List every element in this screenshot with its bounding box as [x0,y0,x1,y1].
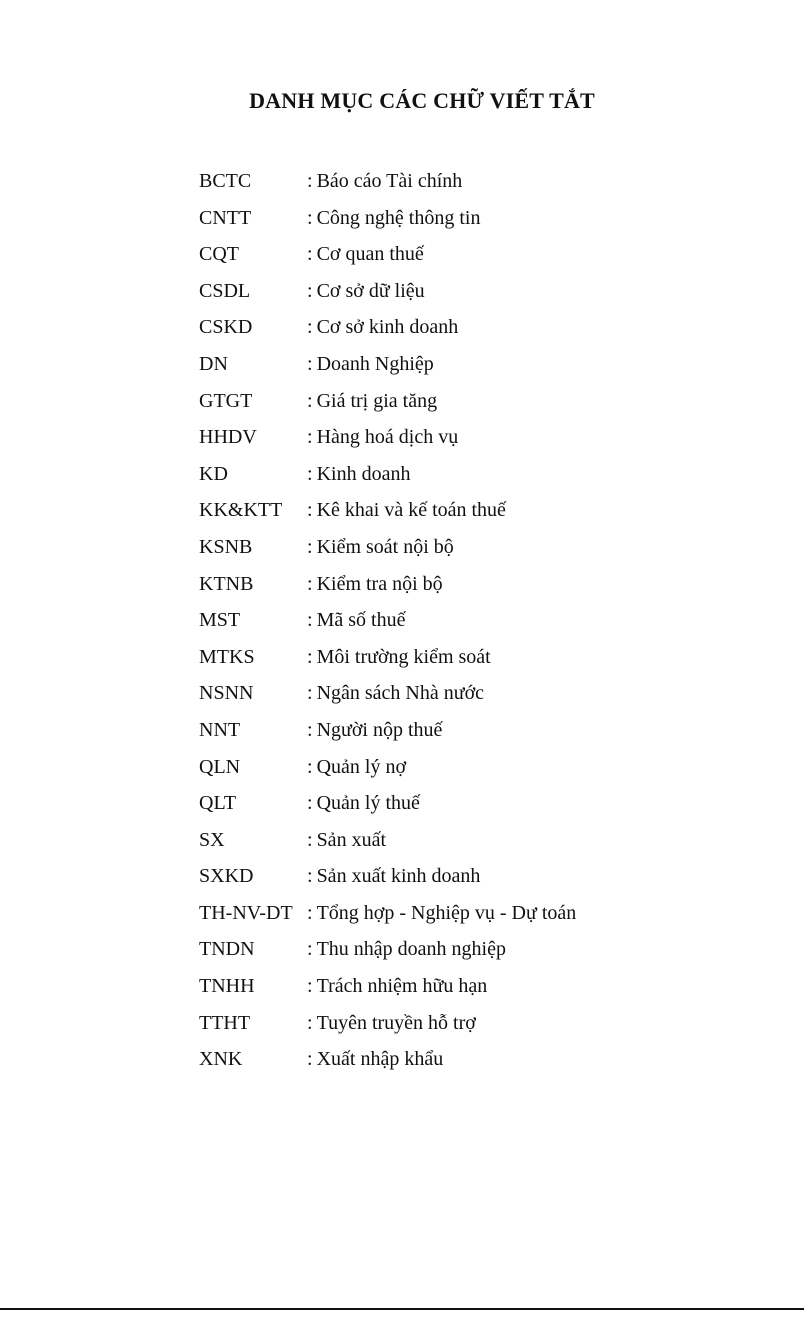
list-item [199,533,719,570]
list-item [199,826,719,863]
abbreviation-meaning: Thu nhập doanh nghiệp [316,938,506,961]
abbreviation-term: CSDL [199,279,251,302]
abbreviation-meaning: Cơ sở dữ liệu [316,279,425,302]
separator-colon: : [307,462,313,485]
list-item [199,313,719,350]
abbreviation-meaning: Tổng hợp - Nghiệp vụ - Dự toán [316,901,577,924]
list-item [199,789,719,826]
abbreviation-meaning: Người nộp thuế [316,718,443,741]
separator-colon: : [307,170,313,192]
separator-colon: : [307,206,313,229]
abbreviation-term: QLT [199,792,237,815]
list-item [199,167,719,204]
list-item [199,570,719,607]
separator-colon: : [307,499,313,522]
abbreviation-meaning: Doanh Nghiệp [316,352,434,375]
abbreviation-meaning: Hàng hoá dịch vụ [316,426,459,449]
separator-colon: : [307,975,313,998]
abbreviation-meaning: Cơ sở kinh doanh [316,316,459,339]
list-item [199,1045,719,1082]
abbreviation-term: KK&KTT [199,499,283,522]
abbreviation-term: GTGT [199,389,253,412]
abbreviation-meaning: Kinh doanh [316,462,411,485]
separator-colon: : [307,316,313,339]
abbreviation-term: HHDV [199,426,257,449]
abbreviation-term: MST [199,609,241,632]
separator-colon: : [307,682,313,705]
list-item [199,496,719,533]
abbreviation-meaning: Công nghệ thông tin [316,206,481,229]
separator-colon: : [307,718,313,741]
abbreviation-meaning: Xuất nhập khẩu [316,1048,444,1071]
list-item [199,350,719,387]
abbreviation-term: QLN [199,755,241,778]
separator-colon: : [307,645,313,668]
abbreviation-meaning: Ngân sách Nhà nước [316,682,485,705]
abbreviation-term: KD [199,462,228,485]
abbreviation-meaning: Quản lý nợ [316,755,407,778]
separator-colon: : [307,352,313,375]
list-item [199,277,719,314]
abbreviation-term: CNTT [199,206,252,229]
abbreviation-term: SXKD [199,865,254,888]
abbreviation-meaning: Giá trị gia tăng [316,389,438,412]
abbreviation-meaning: Mã số thuế [316,609,406,632]
separator-colon: : [307,572,313,595]
abbreviation-meaning: Kiểm tra nội bộ [316,572,443,595]
abbreviation-term: DN [199,352,228,375]
abbreviation-meaning: Sản xuất kinh doanh [316,865,481,888]
abbreviation-term: CSKD [199,316,253,339]
page-bottom-border [0,1308,804,1310]
abbreviation-term: TNHH [199,975,255,998]
list-item [199,753,719,790]
separator-colon: : [307,938,313,961]
abbreviation-term: TH-NV-DT [199,901,293,924]
abbreviation-meaning: Quản lý thuế [316,792,420,815]
abbreviation-meaning: Cơ quan thuế [316,243,424,266]
abbreviation-list [199,167,719,1082]
abbreviation-meaning: Tuyên truyền hỗ trợ [316,1011,476,1034]
list-item [199,387,719,424]
separator-colon: : [307,792,313,815]
abbreviation-term: CQT [199,243,239,266]
abbreviation-term: NSNN [199,682,254,705]
separator-colon: : [307,1048,313,1071]
list-item [199,679,719,716]
separator-colon: : [307,389,313,412]
list-item [199,972,719,1009]
separator-colon: : [307,828,313,851]
abbreviation-meaning: Kiểm soát nội bộ [316,535,454,558]
list-item [199,862,719,899]
separator-colon: : [307,1011,313,1034]
list-item [199,606,719,643]
abbreviation-meaning: Báo cáo Tài chính [316,170,463,192]
separator-colon: : [307,865,313,888]
separator-colon: : [307,426,313,449]
abbreviation-term: BCTC [199,170,252,192]
separator-colon: : [307,243,313,266]
abbreviation-meaning: Kê khai và kế toán thuế [316,499,506,522]
abbreviation-term: KTNB [199,572,254,595]
separator-colon: : [307,279,313,302]
separator-colon: : [307,535,313,558]
abbreviation-term: XNK [199,1048,243,1071]
list-item [199,716,719,753]
abbreviation-term: KSNB [199,535,253,558]
abbreviation-meaning: Sản xuất [316,828,386,851]
separator-colon: : [307,755,313,778]
list-item [199,899,719,936]
abbreviation-meaning: Môi trường kiểm soát [316,645,491,668]
list-item [199,204,719,241]
abbreviation-term: NNT [199,718,241,741]
abbreviation-meaning: Trách nhiệm hữu hạn [316,975,488,998]
list-item [199,1009,719,1046]
separator-colon: : [307,609,313,632]
list-item [199,240,719,277]
separator-colon: : [307,901,313,924]
list-item [199,643,719,680]
abbreviation-term: TNDN [199,938,255,961]
abbreviation-term: MTKS [199,645,255,668]
abbreviation-term: SX [199,828,225,851]
list-item [199,423,719,460]
list-item [199,935,719,972]
abbreviation-term: TTHT [199,1011,251,1034]
page-title: DANH MỤC CÁC CHỮ VIẾT TẮT [249,88,595,113]
list-item [199,460,719,497]
